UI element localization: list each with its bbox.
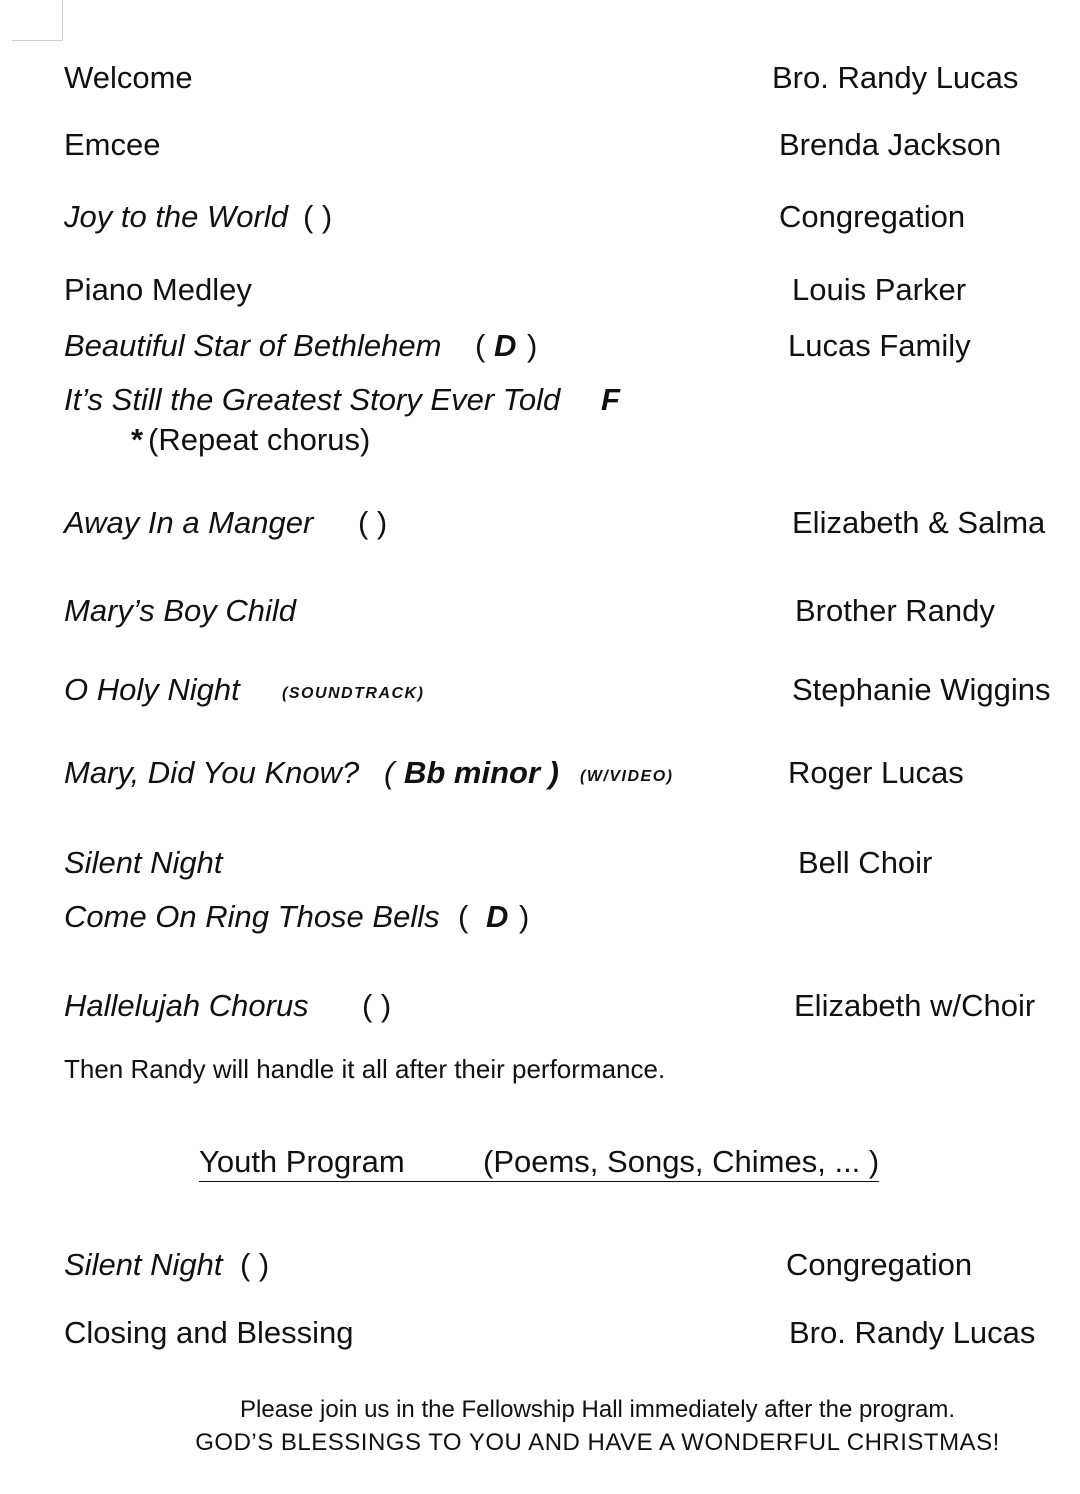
footer-blessing: GOD’S BLESSINGS TO YOU AND HAVE A WONDERFUL CHRISTMAS!	[195, 1429, 1000, 1456]
program-item-performer: Roger Lucas	[788, 755, 964, 790]
program-item-title: Silent Night	[64, 845, 223, 880]
program-item-key: Bb minor )	[404, 755, 559, 790]
program-item-performer: Brenda Jackson	[779, 127, 1002, 162]
program-item-tag: (W/VIDEO)	[580, 768, 674, 785]
program-item-title: Beautiful Star of Bethlehem	[64, 328, 442, 363]
program-item-key-open: (	[458, 899, 469, 934]
program-item-title: It’s Still the Greatest Story Ever Told	[64, 382, 561, 417]
program-item-performer: Lucas Family	[788, 328, 971, 363]
program-item-key-close: )	[527, 328, 538, 363]
program-item-title: Silent Night	[64, 1247, 223, 1282]
program-item-key: ( )	[240, 1247, 270, 1282]
program-item-performer: Brother Randy	[795, 593, 995, 628]
program-item-performer: Bell Choir	[798, 845, 933, 880]
program-item-performer: Louis Parker	[792, 272, 967, 307]
program-item-performer: Congregation	[779, 199, 966, 234]
program-item-title: Closing and Blessing	[64, 1315, 354, 1350]
program-item-performer: Congregation	[786, 1247, 973, 1282]
program-item-tag: (SOUNDTRACK)	[282, 685, 425, 702]
youth-program-line	[199, 1146, 879, 1182]
program-item-key: D	[494, 328, 517, 363]
youth-program-detail: (Poems, Songs, Chimes, ... )	[483, 1144, 880, 1179]
page-corner-mark	[12, 0, 63, 41]
program-item-key-close: )	[519, 899, 530, 934]
program-item-performer: Stephanie Wiggins	[792, 672, 1051, 707]
program-item-performer: Elizabeth w/Choir	[794, 988, 1036, 1023]
program-item-key: F	[601, 382, 620, 417]
program-item-performer: Bro. Randy Lucas	[789, 1315, 1036, 1350]
program-item-title: Piano Medley	[64, 272, 252, 307]
program-item-title: Away In a Manger	[64, 505, 314, 540]
program-item-title: Mary’s Boy Child	[64, 593, 297, 628]
footer-invitation: Please join us in the Fellowship Hall immediately after the program.	[240, 1396, 955, 1423]
program-item-title: Emcee	[64, 127, 161, 162]
program-item-title: O Holy Night	[64, 672, 240, 707]
program-item-performer: Bro. Randy Lucas	[772, 60, 1019, 95]
program-item-title: Welcome	[64, 60, 193, 95]
program-item-key: D	[486, 899, 509, 934]
program-item-key: ( )	[358, 505, 388, 540]
program-item-title: Mary, Did You Know?	[64, 755, 360, 790]
program-item-performer: Elizabeth & Salma	[792, 505, 1046, 540]
program-item-key-open: (	[384, 755, 395, 790]
handoff-note: Then Randy will handle it all after their performance.	[64, 1054, 666, 1084]
youth-program-label: Youth Program	[199, 1144, 405, 1179]
program-item-note: (Repeat chorus)	[148, 422, 371, 457]
program-item-key: ( )	[362, 988, 392, 1023]
program-item-title: Hallelujah Chorus	[64, 988, 309, 1023]
program-item-title: Come On Ring Those Bells	[64, 899, 440, 934]
repeat-star: *	[131, 422, 144, 457]
program-item-key-open: (	[475, 328, 486, 363]
program-item-title: Joy to the World	[64, 199, 288, 234]
program-item-key: ( )	[303, 199, 333, 234]
